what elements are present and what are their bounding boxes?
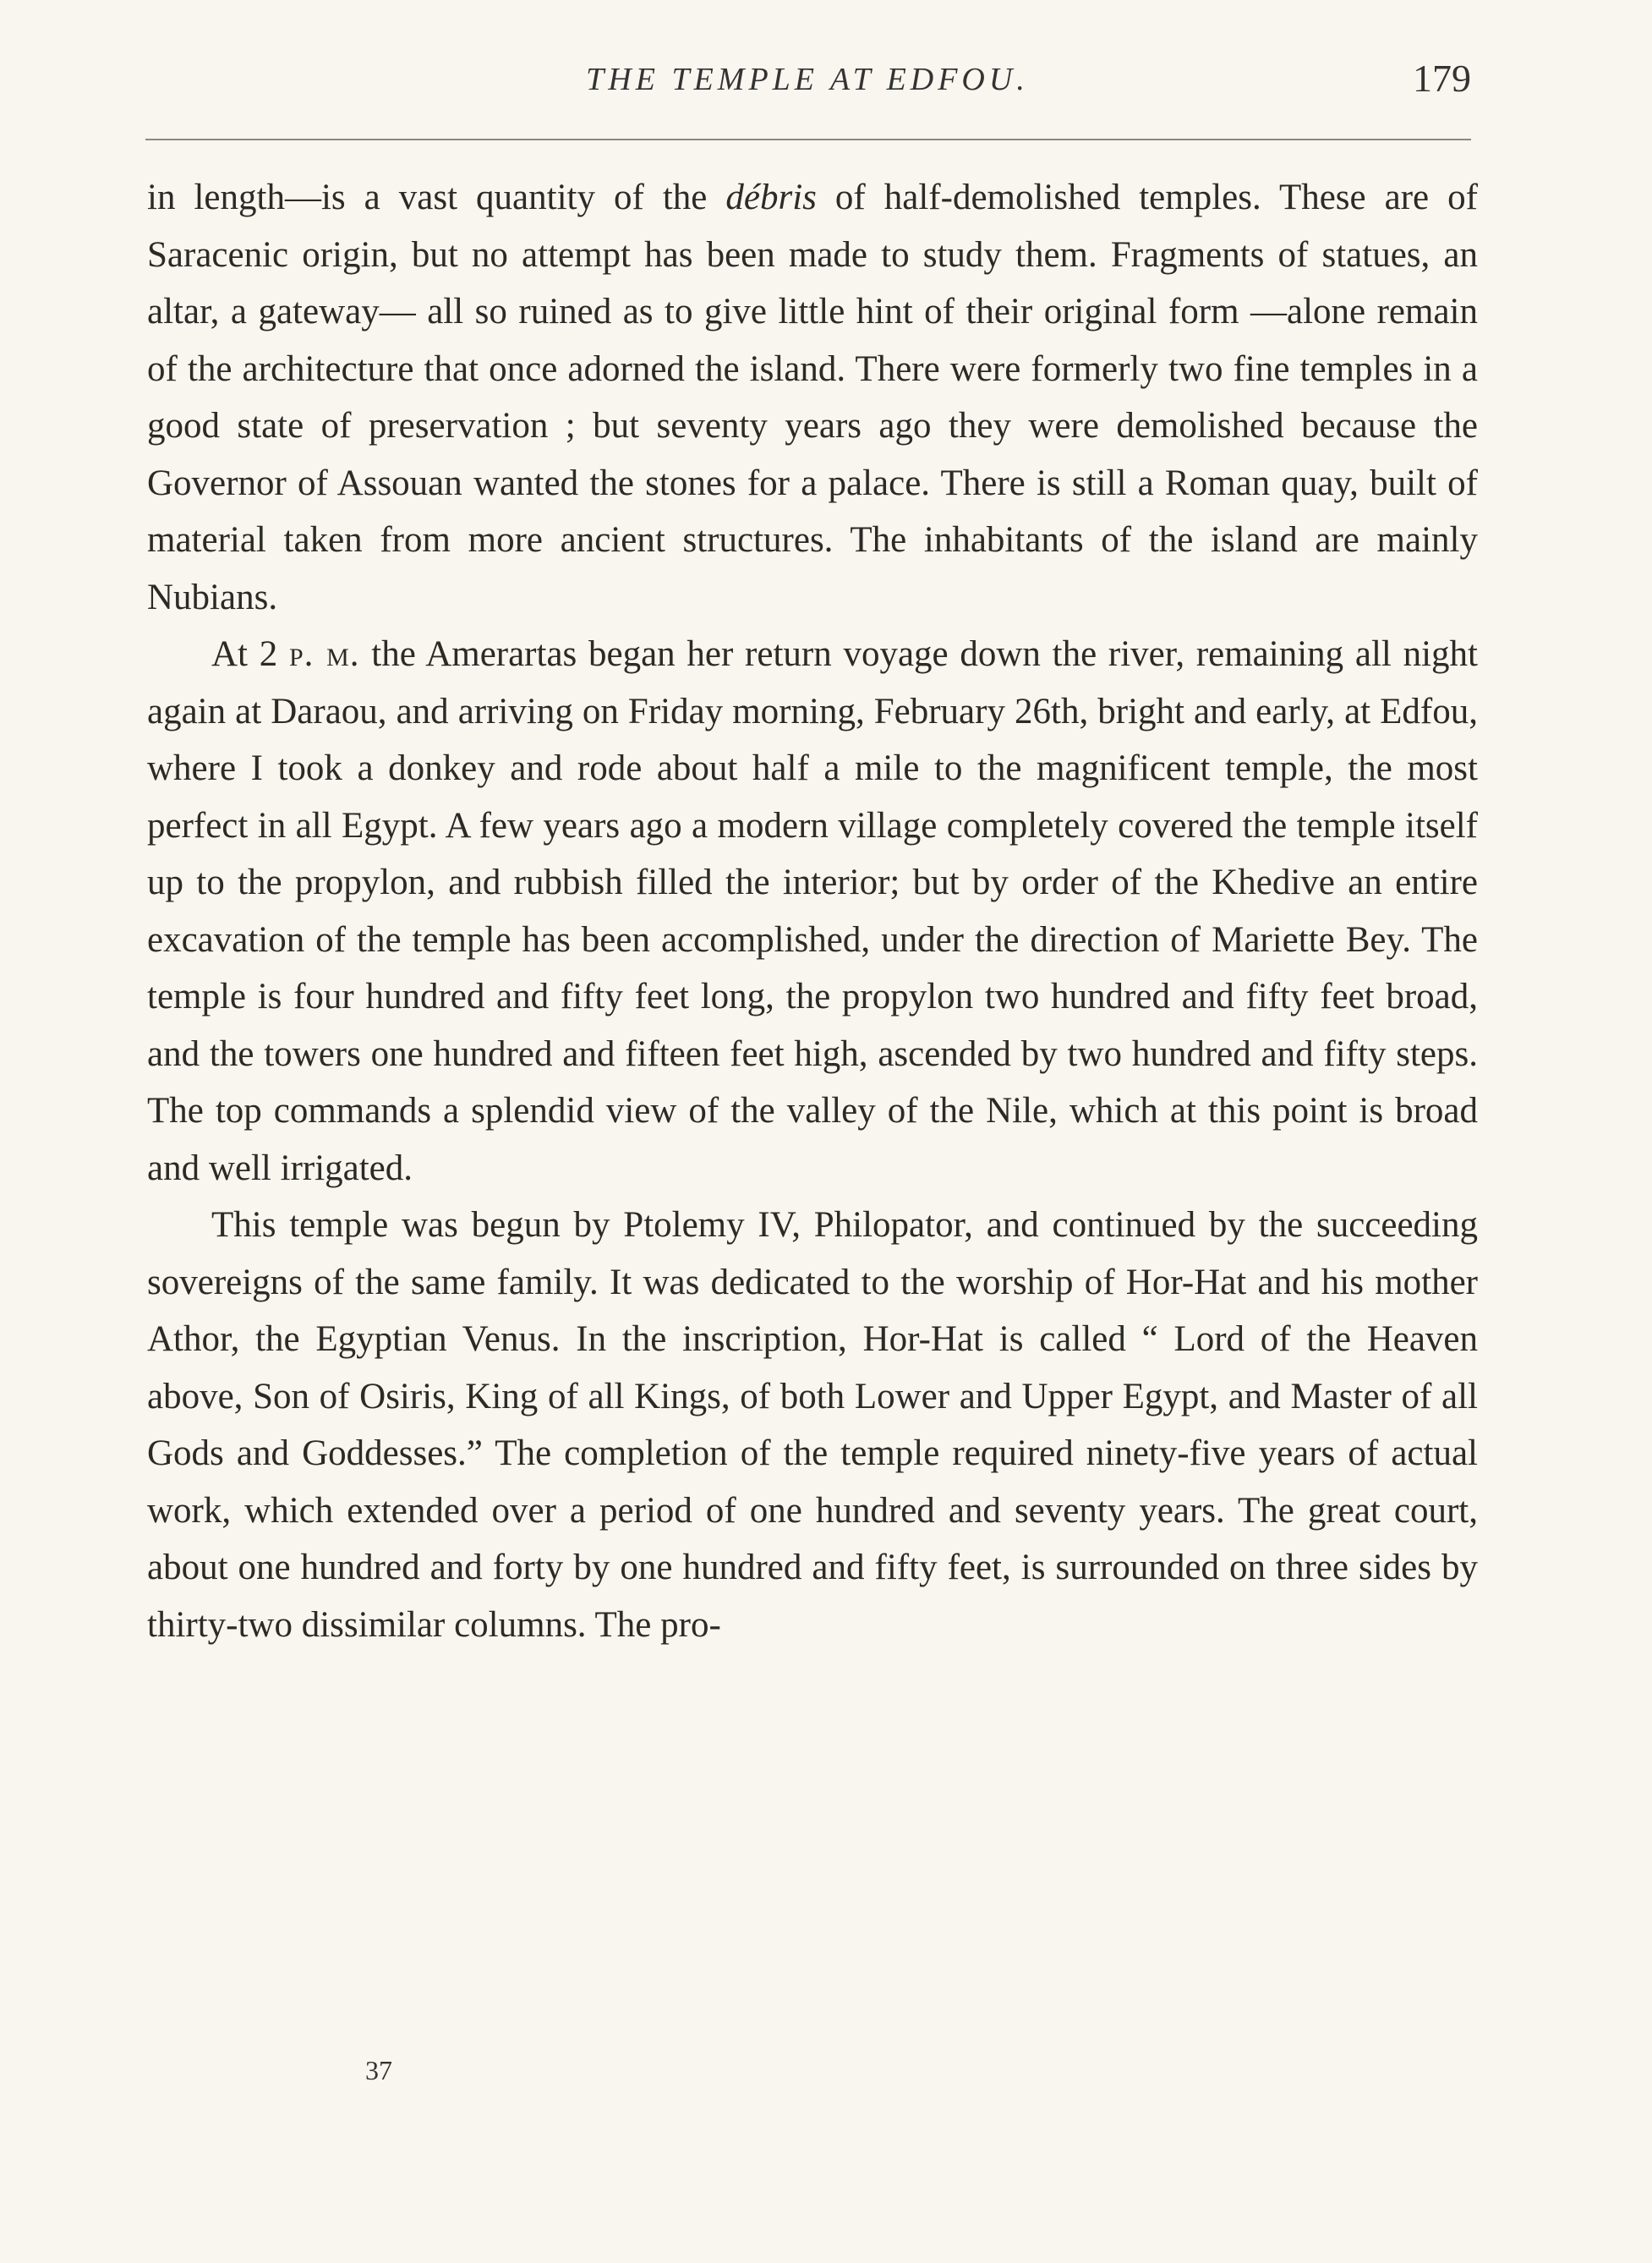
running-head <box>144 56 1471 107</box>
paragraph-3: This temple was begun by Ptolemy IV, Philopator, and continued by the succeeding sovereigns of the same family. It was dedicated to the worship of Hor-Hat and his mother Athor, the Egyptian Venus. In the inscription, Hor-Hat is called “ Lord of the Heaven above, Son of Osiris, King of all Kings, of both Lower and Upper Egypt, and Master of all Gods and Goddesses.” The completion of the temple required ninety-five years of actual work, which extended over a period of one hundred and seventy years. The great court, about one hundred and forty by one hundred and fifty feet, is surrounded on three sides by thirty-two dissimilar columns. The pro- <box>147 1205 1478 1645</box>
paragraph-2 <box>147 626 1478 1197</box>
paragraph-1-rest: of half-demolished temples. These are of Saracenic origin, but no attempt has been made to study them. Fragments of statues, an altar, a gateway— all so ruined as to give little hint of their original form —alone remain of the architecture that once adorned the island. There were formerly two fine temples in a good state of preservation ; but seventy years ago they were demolished because the Governor of Assouan wanted the stones for a palace. There is still a Roman quay, built of material taken from more ancient structures. The inhabitants of the island are mainly Nubians. <box>147 178 1478 617</box>
header-rule <box>145 139 1471 140</box>
signature-mark: 37 <box>365 2055 392 2085</box>
italic-word-debris: débris <box>725 178 817 217</box>
body-text <box>147 169 1478 1653</box>
paragraph-2-rest: the Amerartas began her return voyage down the river, remaining all night again at Daraou, and arriving on Friday morning, February 26th, bright and early, at Edfou, where I took a donkey and rode about half a mile to the magnificent temple, the most perfect in all Egypt. A few years ago a modern village completely covered the temple itself up to the propylon, and rubbish filled the interior; but by order of the Khedive an entire excavation of the temple has been accomplished, under the direction of Mariette Bey. The temple is four hundred and fifty feet long, the propylon two hundred and fifty feet broad, and the towers one hundred and fifteen feet high, ascended by two hundred and fifty steps. The top commands a splendid view of the valley of the Nile, which at this point is broad and well irrigated. <box>147 634 1479 1188</box>
paragraph-1 <box>147 169 1478 626</box>
time-abbreviation: p. m. <box>288 634 360 674</box>
paragraph-1-start: in length—is a vast quantity of the <box>147 178 726 217</box>
paragraph-2-start: At 2 <box>211 634 289 674</box>
page-number: 179 <box>1413 57 1471 100</box>
running-title: THE TEMPLE AT EDFOU. <box>586 62 1029 97</box>
